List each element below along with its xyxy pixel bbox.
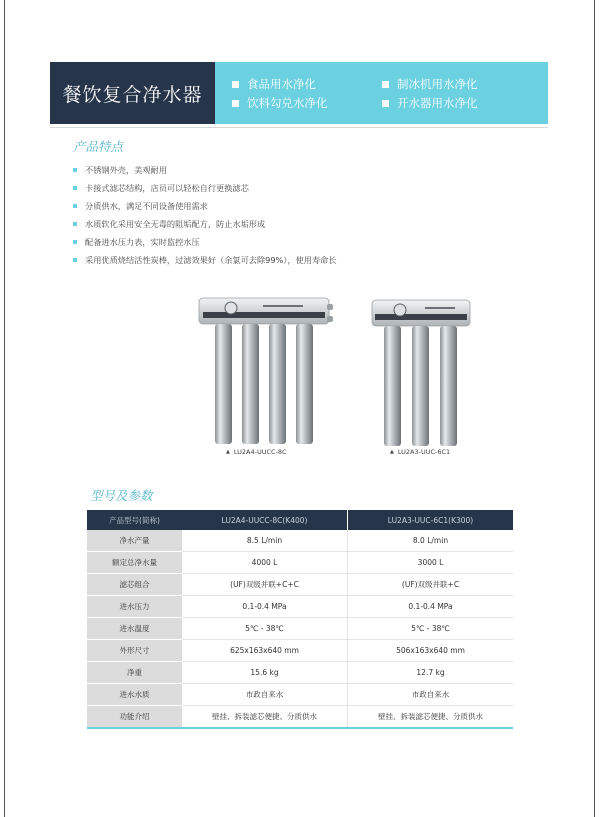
table-cell: 625x163x640 mm bbox=[182, 640, 348, 662]
page-edge-right bbox=[594, 0, 595, 817]
page-edge-left bbox=[4, 0, 5, 817]
table-cell: 0.1-0.4 MPa bbox=[348, 596, 514, 618]
list-item bbox=[73, 161, 337, 179]
table-cell: 506x163x640 mm bbox=[348, 640, 514, 662]
table-row bbox=[87, 552, 513, 574]
table-cell: 8.0 L/min bbox=[348, 530, 514, 552]
square-bullet-icon bbox=[382, 100, 389, 107]
list-item bbox=[73, 251, 337, 269]
row-label: 净重 bbox=[87, 662, 182, 684]
table-cell: 5℃ - 38℃ bbox=[182, 618, 348, 640]
spec-table bbox=[87, 510, 513, 729]
table-cell: 3000 L bbox=[348, 552, 514, 574]
table-header-row bbox=[87, 510, 513, 530]
use-item bbox=[232, 95, 328, 111]
row-label: 外形尺寸 bbox=[87, 640, 182, 662]
table-row bbox=[87, 640, 513, 662]
bullet-icon bbox=[73, 168, 77, 172]
use-item bbox=[382, 95, 478, 111]
row-label: 进水压力 bbox=[87, 596, 182, 618]
column-header: LU2A3-UUC-6C1(K300) bbox=[348, 510, 514, 530]
row-label: 额定总净水量 bbox=[87, 552, 182, 574]
table-row bbox=[87, 596, 513, 618]
product-caption bbox=[390, 448, 450, 456]
row-label: 进水水质 bbox=[87, 684, 182, 706]
table-cell: 市政自来水 bbox=[182, 684, 348, 706]
header-title-block bbox=[50, 62, 215, 124]
table-cell: 12.7 kg bbox=[348, 662, 514, 684]
table-row bbox=[87, 618, 513, 640]
page-title: 餐饮复合净水器 bbox=[62, 83, 203, 106]
use-item-label: 开水器用水净化 bbox=[397, 96, 478, 110]
square-bullet-icon bbox=[232, 81, 239, 88]
table-row bbox=[87, 684, 513, 706]
row-label: 滤芯组合 bbox=[87, 574, 182, 596]
feature-text: 卡接式滤芯结构，店员可以轻松自行更换滤芯 bbox=[85, 182, 249, 193]
divider bbox=[50, 127, 548, 128]
header-uses-block bbox=[215, 62, 548, 124]
use-item-label: 食品用水净化 bbox=[247, 77, 316, 91]
use-item-label: 饮料勾兑水净化 bbox=[247, 96, 328, 110]
product-caption bbox=[226, 448, 287, 456]
triangle-icon: ▲ bbox=[390, 449, 394, 455]
table-cell: (UF)双级并联+C bbox=[348, 574, 514, 596]
feature-text: 分质供水，满足不同设备使用需求 bbox=[85, 200, 208, 211]
list-item bbox=[73, 197, 337, 215]
square-bullet-icon bbox=[382, 81, 389, 88]
table-cell: 0.1-0.4 MPa bbox=[182, 596, 348, 618]
features-title: 产品特点 bbox=[73, 139, 124, 154]
feature-text: 不锈钢外壳，美观耐用 bbox=[85, 164, 167, 175]
bullet-icon bbox=[73, 204, 77, 208]
row-label: 功能介绍 bbox=[87, 706, 182, 729]
use-item bbox=[232, 76, 316, 92]
table-cell: 15.6 kg bbox=[182, 662, 348, 684]
feature-text: 采用优质烧结活性炭棒，过滤效果好（余氯可去除99%），使用寿命长 bbox=[85, 254, 337, 265]
use-item-label: 制冰机用水净化 bbox=[397, 77, 478, 91]
list-item bbox=[73, 233, 337, 251]
table-cell: 市政自来水 bbox=[348, 684, 514, 706]
table-row bbox=[87, 530, 513, 552]
table-cell: 壁挂、拆装滤芯便捷、分质供水 bbox=[348, 706, 514, 729]
bullet-icon bbox=[73, 258, 77, 262]
table-row bbox=[87, 662, 513, 684]
feature-text: 水质软化采用安全无毒的阻垢配方，防止水垢形成 bbox=[85, 218, 266, 229]
caption-text: LU2A3-UUC-6C1 bbox=[397, 448, 451, 456]
row-label: 进水温度 bbox=[87, 618, 182, 640]
column-header: LU2A4-UUCC-8C(K400) bbox=[182, 510, 348, 530]
column-header: 产品型号(简称) bbox=[87, 510, 182, 530]
list-item bbox=[73, 215, 337, 233]
table-row bbox=[87, 706, 513, 729]
table-row bbox=[87, 574, 513, 596]
table-cell: (UF)双级并联+C+C bbox=[182, 574, 348, 596]
table-cell: 4000 L bbox=[182, 552, 348, 574]
specs-title: 型号及参数 bbox=[90, 488, 153, 503]
feature-text: 配备进水压力表，实时监控水压 bbox=[85, 236, 200, 247]
list-item bbox=[73, 179, 337, 197]
table-cell: 壁挂、拆装滤芯便捷、分质供水 bbox=[182, 706, 348, 729]
features-list bbox=[73, 161, 337, 269]
square-bullet-icon bbox=[232, 100, 239, 107]
bullet-icon bbox=[73, 240, 77, 244]
table-cell: 8.5 L/min bbox=[182, 530, 348, 552]
bullet-icon bbox=[73, 186, 77, 190]
triangle-icon: ▲ bbox=[226, 449, 230, 455]
table-cell: 5℃ - 38℃ bbox=[348, 618, 514, 640]
bullet-icon bbox=[73, 222, 77, 226]
product-image-4-cartridge bbox=[193, 296, 336, 446]
caption-text: LU2A4-UUCC-8C bbox=[233, 448, 287, 456]
product-image-3-cartridge bbox=[370, 298, 472, 448]
row-label: 净水产量 bbox=[87, 530, 182, 552]
use-item bbox=[382, 76, 478, 92]
